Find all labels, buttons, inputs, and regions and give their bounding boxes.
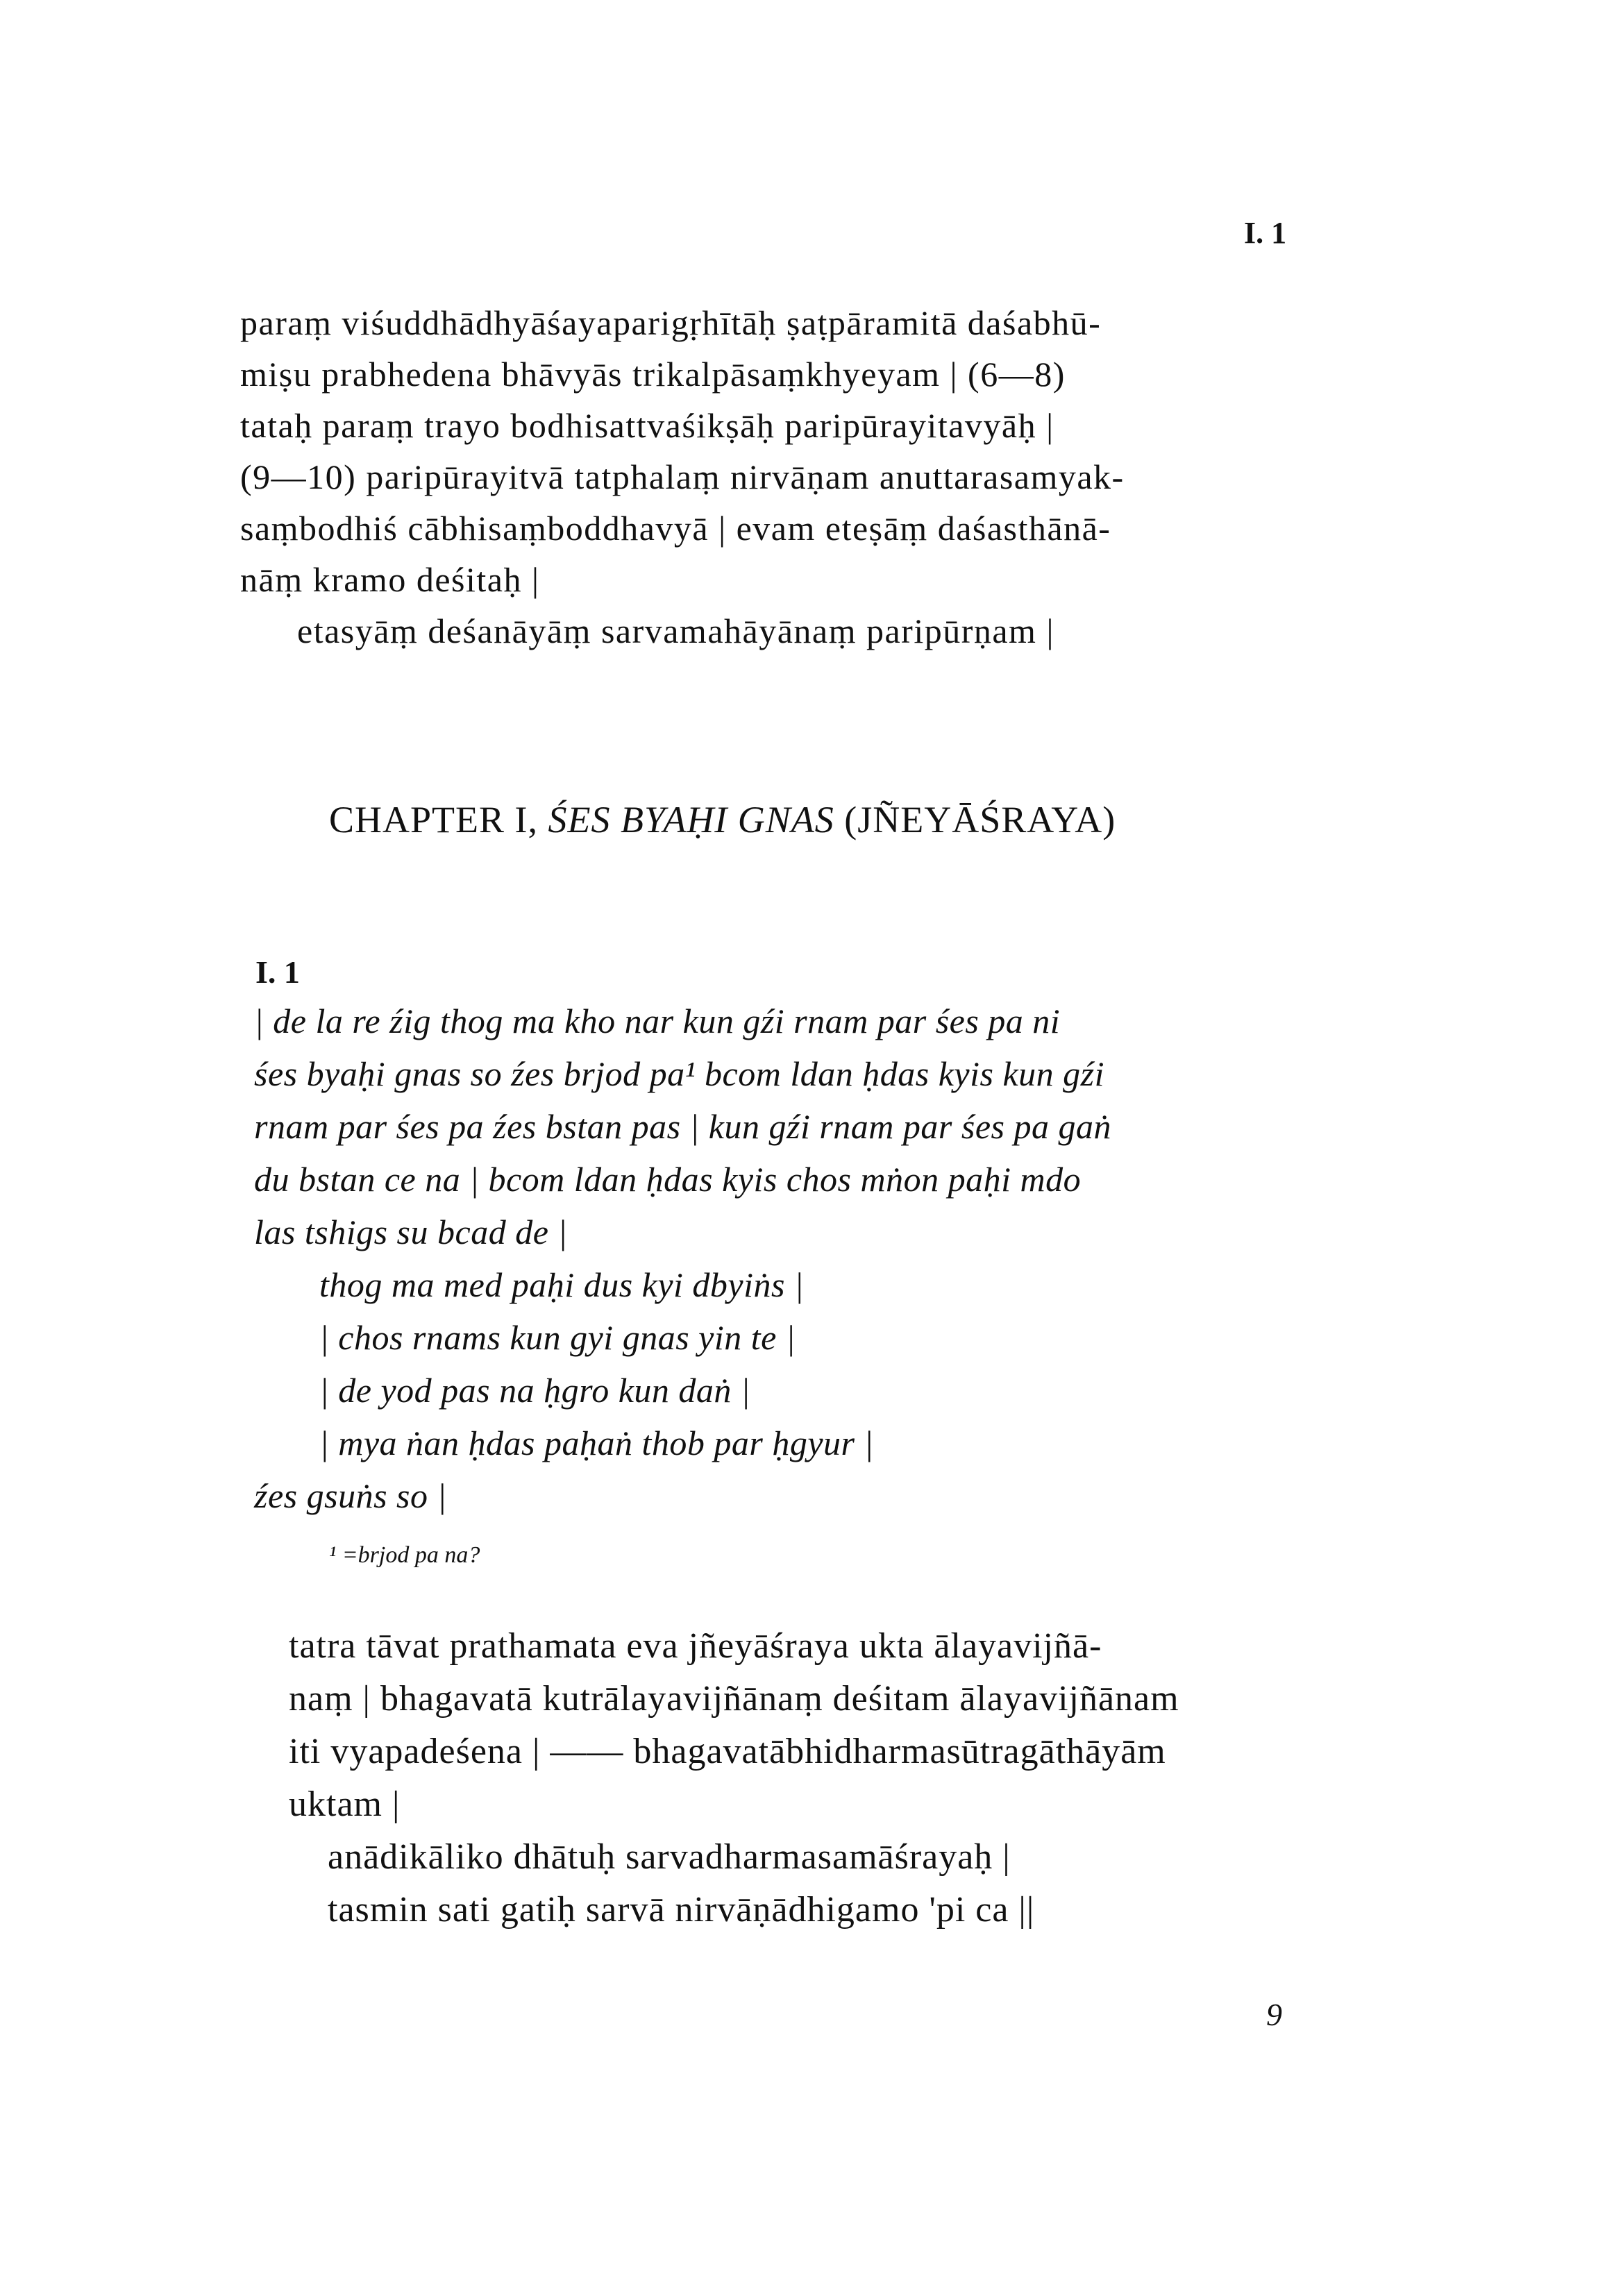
intro-line: (9—10) paripūrayitvā tatphalaṃ nirvāṇam anuttarasamyak- bbox=[240, 457, 1125, 496]
sanskrit-line: uktam | bbox=[289, 1784, 401, 1824]
tibetan-line: rnam par śes pa źes bstan pas | kun gźi rnam par śes pa gaṅ bbox=[254, 1107, 1111, 1146]
tibetan-line: śes byaḥi gnas so źes brjod pa¹ bcom ldan ḥdas kyis kun gźi bbox=[254, 1054, 1104, 1093]
running-head: I. 1 bbox=[1244, 216, 1287, 250]
intro-line: tataḥ paraṃ trayo bodhisattvaśikṣāḥ paripūrayitavyāḥ | bbox=[240, 406, 1054, 445]
sanskrit-verse-line: anādikāliko dhātuḥ sarvadharmasamāśrayaḥ | bbox=[328, 1837, 1011, 1877]
sanskrit-line: iti vyapadeśena | —— bhagavatābhidharmasūtragāthāyām bbox=[289, 1732, 1166, 1771]
footnote: ¹ =brjod pa na? bbox=[329, 1542, 480, 1568]
chapter-title bbox=[329, 798, 1116, 841]
tibetan-line: las tshigs su bcad de | bbox=[254, 1213, 568, 1251]
tibetan-verse-line: | mya ṅan ḥdas paḥaṅ thob par ḥgyur | bbox=[319, 1424, 874, 1462]
sanskrit-line: tatra tāvat prathamata eva jñeyāśraya ukta ālayavijñā- bbox=[289, 1626, 1102, 1666]
intro-line: miṣu prabhedena bhāvyās trikalpāsaṃkhyeyam | (6—8) bbox=[240, 355, 1066, 394]
chapter-title-sanskrit: (JÑEYĀŚRAYA) bbox=[834, 799, 1116, 841]
intro-closing-line: etasyāṃ deśanāyāṃ sarvamahāyānaṃ paripūrṇam | bbox=[297, 611, 1054, 650]
tibetan-line: | de la re źig thog ma kho nar kun gźi rnam par śes pa ni bbox=[254, 1002, 1061, 1040]
tibetan-line: du bstan ce na | bcom ldan ḥdas kyis chos mṅon paḥi mdo bbox=[254, 1160, 1082, 1199]
section-number: I. 1 bbox=[255, 954, 300, 990]
tibetan-verse-line: | de yod pas na ḥgro kun daṅ | bbox=[319, 1371, 751, 1410]
intro-line: paraṃ viśuddhādhyāśayaparigṛhītāḥ ṣaṭpāramitā daśabhū- bbox=[240, 303, 1102, 342]
intro-line: saṃbodhiś cābhisaṃboddhavyā | evam eteṣāṃ daśasthānā- bbox=[240, 509, 1111, 548]
page-number: 9 bbox=[1266, 1997, 1282, 2032]
tibetan-verse-line: | chos rnams kun gyi gnas yin te | bbox=[319, 1318, 796, 1357]
tibetan-verse-line: thog ma med paḥi dus kyi dbyiṅs | bbox=[319, 1265, 805, 1304]
sanskrit-line: naṃ | bhagavatā kutrālayavijñānaṃ deśitam ālayavijñānam bbox=[289, 1679, 1179, 1719]
tibetan-closing-line: źes gsuṅs so | bbox=[254, 1476, 447, 1515]
chapter-title-tibetan: ŚES BYAḤI GNAS bbox=[548, 799, 834, 841]
sanskrit-verse-line: tasmin sati gatiḥ sarvā nirvāṇādhigamo 'pi ca || bbox=[328, 1890, 1035, 1930]
intro-line: nāṃ kramo deśitaḥ | bbox=[240, 560, 540, 599]
chapter-title-prefix: CHAPTER I, bbox=[329, 799, 548, 841]
